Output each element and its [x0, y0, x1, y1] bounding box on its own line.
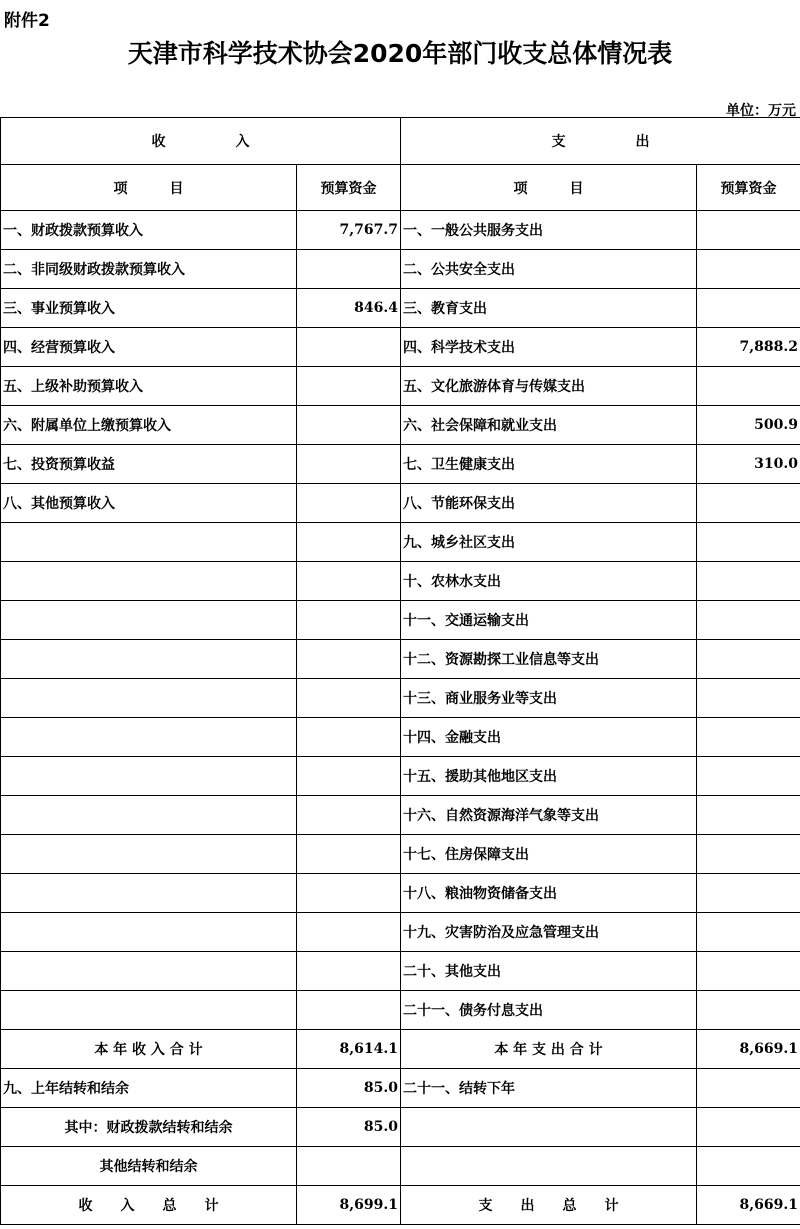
grand-expense-total-value: 8,669.1 — [697, 1186, 800, 1225]
page-title: 天津市科学技术协会2020年部门收支总体情况表 — [127, 39, 673, 68]
table-row — [1, 757, 800, 796]
income-value-cell — [297, 640, 401, 679]
income-item-cell: 三、事业预算收入 — [1, 289, 297, 328]
expense-value-cell — [697, 367, 800, 406]
expense-value-cell — [697, 913, 800, 952]
income-value-cell — [297, 913, 401, 952]
income-item-header: 项 目 — [1, 165, 297, 211]
income-value-cell: 7,767.7 — [297, 211, 401, 250]
income-item-cell — [1, 640, 297, 679]
income-budget-header: 预算资金 — [297, 165, 401, 211]
budget-table — [0, 117, 800, 1225]
income-item-cell — [1, 718, 297, 757]
expense-value-cell — [697, 289, 800, 328]
income-value-cell — [297, 562, 401, 601]
table-row — [1, 796, 800, 835]
expense-section-header: 支 出 — [401, 118, 800, 165]
table-row — [1, 640, 800, 679]
income-item-cell — [1, 796, 297, 835]
expense-value-cell — [697, 640, 800, 679]
income-value-cell — [297, 757, 401, 796]
table-row — [1, 991, 800, 1030]
expense-value-cell — [697, 835, 800, 874]
table-row — [1, 367, 800, 406]
grand-total-row — [1, 1186, 800, 1225]
expense-item-cell: 二十一、债务付息支出 — [401, 991, 697, 1030]
table-row — [1, 211, 800, 250]
expense-item-cell: 七、卫生健康支出 — [401, 445, 697, 484]
table-row — [1, 289, 800, 328]
expense-value-cell — [697, 757, 800, 796]
income-value-cell: 846.4 — [297, 289, 401, 328]
expense-item-cell: 三、教育支出 — [401, 289, 697, 328]
carryover-income-label: 九、上年结转和结余 — [1, 1069, 297, 1108]
expense-value-cell — [697, 718, 800, 757]
income-item-cell — [1, 679, 297, 718]
table-row — [1, 523, 800, 562]
expense-value-cell: 7,888.2 — [697, 328, 800, 367]
empty-cell — [697, 1108, 800, 1147]
income-item-cell: 六、附属单位上缴预算收入 — [1, 406, 297, 445]
table-row — [1, 835, 800, 874]
income-value-cell — [297, 601, 401, 640]
empty-cell — [697, 1147, 800, 1186]
year-income-total-value: 8,614.1 — [297, 1030, 401, 1069]
income-section-header: 收 入 — [1, 118, 401, 165]
expense-value-cell: 310.0 — [697, 445, 800, 484]
expense-value-cell — [697, 523, 800, 562]
expense-value-cell — [697, 874, 800, 913]
fiscal-carryover-row — [1, 1108, 800, 1147]
grand-income-total-value: 8,699.1 — [297, 1186, 401, 1225]
expense-value-cell — [697, 601, 800, 640]
income-item-cell — [1, 601, 297, 640]
empty-cell — [401, 1108, 697, 1147]
table-row — [1, 952, 800, 991]
income-value-cell — [297, 523, 401, 562]
other-carryover-label: 其他结转和结余 — [1, 1147, 297, 1186]
expense-item-cell: 四、科学技术支出 — [401, 328, 697, 367]
income-item-cell — [1, 952, 297, 991]
income-value-cell — [297, 445, 401, 484]
year-expense-total-label: 本 年 支 出 合 计 — [401, 1030, 697, 1069]
income-value-cell — [297, 679, 401, 718]
carryover-expense-label: 二十一、结转下年 — [401, 1069, 697, 1108]
carryover-expense-value — [697, 1069, 800, 1108]
table-row — [1, 562, 800, 601]
income-value-cell — [297, 250, 401, 289]
header-row-sections — [1, 118, 800, 165]
expense-item-cell: 六、社会保障和就业支出 — [401, 406, 697, 445]
table-row — [1, 445, 800, 484]
expense-item-cell: 十一、交通运输支出 — [401, 601, 697, 640]
income-item-cell: 八、其他预算收入 — [1, 484, 297, 523]
unit-label: 单位：万元 — [726, 103, 796, 119]
expense-item-cell: 九、城乡社区支出 — [401, 523, 697, 562]
income-item-cell: 五、上级补助预算收入 — [1, 367, 297, 406]
carryover-income-value: 85.0 — [297, 1069, 401, 1108]
income-item-cell: 七、投资预算收益 — [1, 445, 297, 484]
income-item-cell — [1, 523, 297, 562]
income-value-cell — [297, 796, 401, 835]
expense-item-cell: 十八、粮油物资储备支出 — [401, 874, 697, 913]
table-row — [1, 679, 800, 718]
expense-value-cell — [697, 250, 800, 289]
income-item-cell: 二、非同级财政拨款预算收入 — [1, 250, 297, 289]
expense-item-cell: 十九、灾害防治及应急管理支出 — [401, 913, 697, 952]
income-value-cell — [297, 874, 401, 913]
expense-item-cell: 五、文化旅游体育与传媒支出 — [401, 367, 697, 406]
expense-item-cell: 十三、商业服务业等支出 — [401, 679, 697, 718]
other-carryover-row — [1, 1147, 800, 1186]
grand-income-total-label: 收 入 总 计 — [1, 1186, 297, 1225]
income-item-cell — [1, 991, 297, 1030]
year-income-total-label: 本 年 收 入 合 计 — [1, 1030, 297, 1069]
income-item-cell — [1, 757, 297, 796]
table-row — [1, 718, 800, 757]
fiscal-carryover-value: 85.0 — [297, 1108, 401, 1147]
expense-item-cell: 十六、自然资源海洋气象等支出 — [401, 796, 697, 835]
table-row — [1, 913, 800, 952]
table-row — [1, 601, 800, 640]
other-carryover-value — [297, 1147, 401, 1186]
expense-item-cell: 八、节能环保支出 — [401, 484, 697, 523]
income-value-cell — [297, 991, 401, 1030]
expense-item-cell: 十、农林水支出 — [401, 562, 697, 601]
income-item-cell: 四、经营预算收入 — [1, 328, 297, 367]
expense-item-header: 项 目 — [401, 165, 697, 211]
income-item-cell — [1, 874, 297, 913]
income-value-cell — [297, 406, 401, 445]
empty-cell — [401, 1147, 697, 1186]
expense-value-cell — [697, 562, 800, 601]
carryover-row — [1, 1069, 800, 1108]
table-row — [1, 406, 800, 445]
income-item-cell — [1, 562, 297, 601]
header-row-columns — [1, 165, 800, 211]
expense-value-cell — [697, 211, 800, 250]
table-row — [1, 250, 800, 289]
income-value-cell — [297, 484, 401, 523]
expense-value-cell — [697, 484, 800, 523]
expense-item-cell: 二十、其他支出 — [401, 952, 697, 991]
table-row — [1, 484, 800, 523]
expense-value-cell — [697, 796, 800, 835]
expense-item-cell: 十七、住房保障支出 — [401, 835, 697, 874]
expense-value-cell — [697, 991, 800, 1030]
expense-item-cell: 十二、资源勘探工业信息等支出 — [401, 640, 697, 679]
table-row — [1, 874, 800, 913]
table-row — [1, 328, 800, 367]
income-value-cell — [297, 367, 401, 406]
expense-item-cell: 十五、援助其他地区支出 — [401, 757, 697, 796]
income-value-cell — [297, 328, 401, 367]
expense-value-cell — [697, 679, 800, 718]
expense-budget-header: 预算资金 — [697, 165, 800, 211]
expense-item-cell: 十四、金融支出 — [401, 718, 697, 757]
income-item-cell: 一、财政拨款预算收入 — [1, 211, 297, 250]
year-expense-total-value: 8,669.1 — [697, 1030, 800, 1069]
income-item-cell — [1, 835, 297, 874]
expense-value-cell — [697, 952, 800, 991]
expense-item-cell: 一、一般公共服务支出 — [401, 211, 697, 250]
grand-expense-total-label: 支 出 总 计 — [401, 1186, 697, 1225]
income-item-cell — [1, 913, 297, 952]
fiscal-carryover-label: 其中：财政拨款结转和结余 — [1, 1108, 297, 1147]
year-total-row — [1, 1030, 800, 1069]
income-value-cell — [297, 718, 401, 757]
expense-item-cell: 二、公共安全支出 — [401, 250, 697, 289]
expense-value-cell: 500.9 — [697, 406, 800, 445]
attachment-label: 附件2 — [4, 11, 50, 31]
income-value-cell — [297, 835, 401, 874]
income-value-cell — [297, 952, 401, 991]
